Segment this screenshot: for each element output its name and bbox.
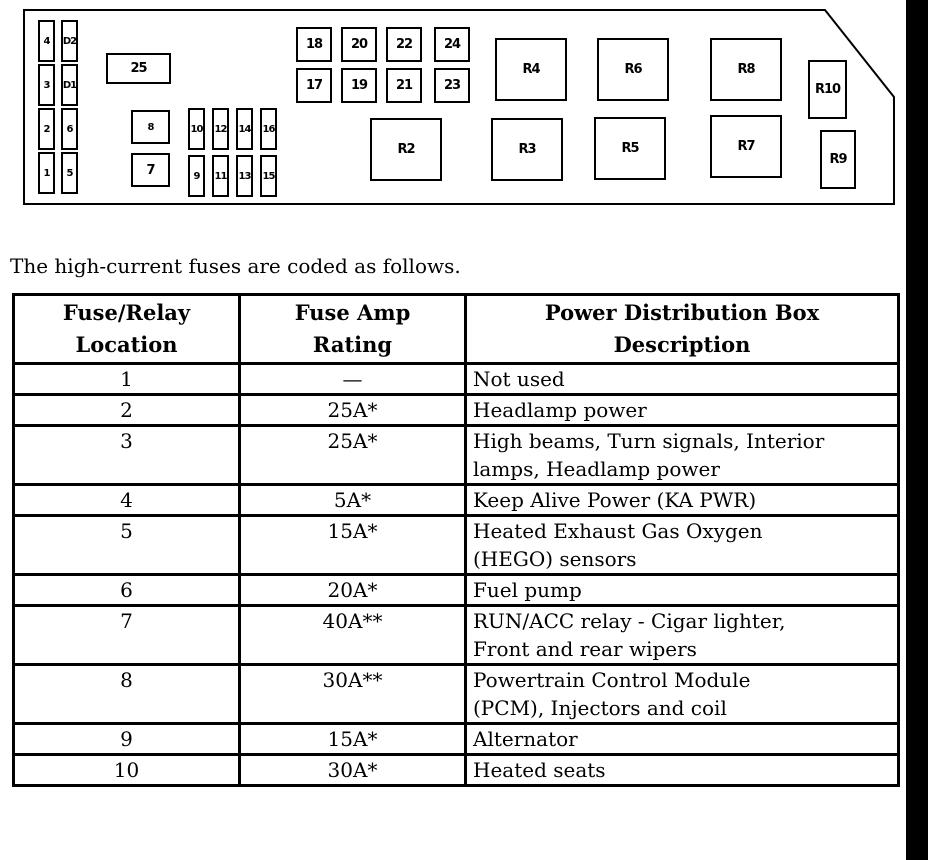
cell-location: 2 — [14, 395, 240, 426]
cell-location: 10 — [14, 755, 240, 786]
table-row — [14, 426, 899, 485]
table-header-row — [14, 295, 899, 364]
fuse-14: 14 — [236, 108, 253, 150]
fuse-16: 16 — [260, 108, 277, 150]
cell-location: 7 — [14, 606, 240, 665]
fuse-1: 1 — [38, 152, 55, 194]
table-row — [14, 755, 899, 786]
fuse-8: 8 — [131, 110, 170, 144]
relay-r3: R3 — [491, 118, 563, 181]
cell-description: Alternator — [466, 724, 899, 755]
fuse-2: 2 — [38, 108, 55, 150]
cell-description: Headlamp power — [466, 395, 899, 426]
fuse-19: 19 — [341, 68, 377, 103]
table-row — [14, 485, 899, 516]
right-edge-bar — [906, 0, 928, 860]
fuse-17: 17 — [296, 68, 332, 103]
cell-rating: 30A* — [240, 755, 466, 786]
cell-location: 5 — [14, 516, 240, 575]
fuse-7: 7 — [131, 153, 170, 187]
relay-r9: R9 — [820, 130, 856, 189]
table-row — [14, 575, 899, 606]
table-row — [14, 606, 899, 665]
cell-rating: 25A* — [240, 395, 466, 426]
cell-description: Heated Exhaust Gas Oxygen (HEGO) sensors — [466, 516, 899, 575]
cell-location: 9 — [14, 724, 240, 755]
cell-rating: 20A* — [240, 575, 466, 606]
fuse-11: 11 — [212, 155, 229, 197]
fuse-15: 15 — [260, 155, 277, 197]
fuse-18: 18 — [296, 27, 332, 62]
relay-r6: R6 — [597, 38, 669, 101]
header-description: Power Distribution Box Description — [466, 295, 899, 364]
fuse-20: 20 — [341, 27, 377, 62]
fuse-table — [12, 293, 900, 787]
table-row — [14, 395, 899, 426]
cell-description: Keep Alive Power (KA PWR) — [466, 485, 899, 516]
cell-rating: — — [240, 364, 466, 395]
relay-r2: R2 — [370, 118, 442, 181]
table-row — [14, 516, 899, 575]
cell-location: 3 — [14, 426, 240, 485]
cell-location: 4 — [14, 485, 240, 516]
relay-r5: R5 — [594, 117, 666, 180]
cell-rating: 30A** — [240, 665, 466, 724]
relay-r8: R8 — [710, 38, 782, 101]
cell-description: Heated seats — [466, 755, 899, 786]
fuse-12: 12 — [212, 108, 229, 150]
fuse-21: 21 — [386, 68, 422, 103]
relay-r7: R7 — [710, 115, 782, 178]
cell-rating: 5A* — [240, 485, 466, 516]
cell-description: Fuel pump — [466, 575, 899, 606]
cell-rating: 25A* — [240, 426, 466, 485]
cell-rating: 40A** — [240, 606, 466, 665]
fuse-4: 4 — [38, 20, 55, 62]
table-caption: The high-current fuses are coded as follows. — [10, 254, 461, 278]
fuse-5: 5 — [61, 152, 78, 194]
fuse-23: 23 — [434, 68, 470, 103]
table-row — [14, 665, 899, 724]
fuse-22: 22 — [386, 27, 422, 62]
relay-r4: R4 — [495, 38, 567, 101]
cell-rating: 15A* — [240, 516, 466, 575]
fuse-d1: D1 — [61, 64, 78, 106]
cell-description: RUN/ACC relay - Cigar lighter, Front and rear wipers — [466, 606, 899, 665]
fuse-13: 13 — [236, 155, 253, 197]
cell-location: 6 — [14, 575, 240, 606]
cell-description: High beams, Turn signals, Interior lamps, Headlamp power — [466, 426, 899, 485]
fuse-6: 6 — [61, 108, 78, 150]
fuse-3: 3 — [38, 64, 55, 106]
fuse-d2: D2 — [61, 20, 78, 62]
cell-description: Powertrain Control Module (PCM), Injectors and coil — [466, 665, 899, 724]
fuse-9: 9 — [188, 155, 205, 197]
fuse-24: 24 — [434, 27, 470, 62]
relay-r10: R10 — [808, 60, 847, 119]
cell-rating: 15A* — [240, 724, 466, 755]
power-distribution-box-diagram — [0, 0, 906, 215]
cell-location: 1 — [14, 364, 240, 395]
table-row — [14, 364, 899, 395]
fuse-25: 25 — [106, 53, 171, 84]
header-rating: Fuse Amp Rating — [240, 295, 466, 364]
fuse-10: 10 — [188, 108, 205, 150]
cell-location: 8 — [14, 665, 240, 724]
header-location: Fuse/Relay Location — [14, 295, 240, 364]
table-row — [14, 724, 899, 755]
cell-description: Not used — [466, 364, 899, 395]
